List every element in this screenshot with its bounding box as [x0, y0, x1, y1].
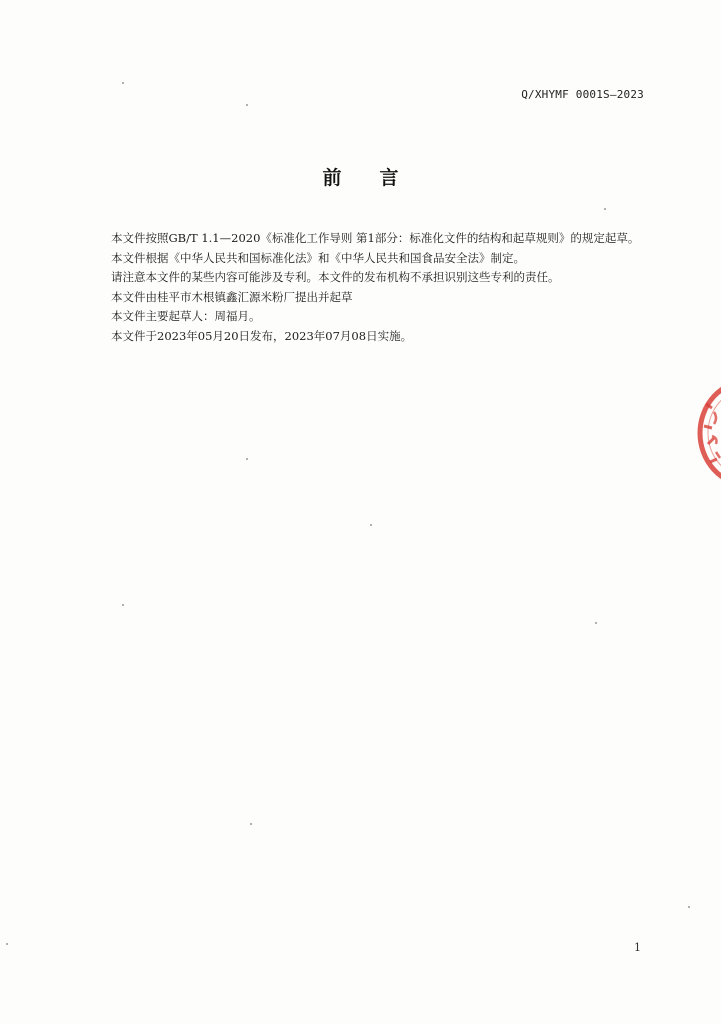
scan-speck: [122, 82, 124, 84]
paragraph-legal-basis: 本文件根据《中华人民共和国标准化法》和《中华人民共和国食品安全法》制定。: [111, 250, 525, 265]
scan-speck: [688, 906, 690, 908]
paragraph-patent-notice: 请注意本文件的某些内容可能涉及专利。本文件的发布机构不承担识别这些专利的责任。: [111, 270, 560, 284]
scan-speck: [370, 524, 372, 526]
scan-speck: [246, 458, 248, 460]
paragraph-proposer: 本文件由桂平市木根镇鑫汇源米粉厂提出并起草: [111, 289, 353, 304]
scan-speck: [122, 604, 124, 606]
paragraph-drafting-rules: 本文件按照GB/T 1.1—2020《标准化工作导则 第1部分：标准化文件的结构和起草规则》的规定起草。: [111, 231, 640, 245]
scan-speck: [250, 823, 252, 825]
scan-speck: [595, 622, 597, 624]
scan-speck: [6, 943, 8, 945]
scan-speck: [246, 104, 248, 106]
foreword-body: [88, 229, 658, 346]
paragraph-drafter: 本文件主要起草人：周福月。: [111, 309, 261, 323]
page-title: 前言: [322, 167, 437, 189]
paragraph-dates: 本文件于2023年05月20日发布，2023年07月08日实施。: [111, 328, 413, 343]
red-seal-stamp-icon: [690, 378, 721, 488]
page-number: 1: [634, 941, 641, 954]
document-code: Q/XHYMF 0001S—2023: [521, 88, 644, 101]
scan-speck: [604, 208, 606, 210]
